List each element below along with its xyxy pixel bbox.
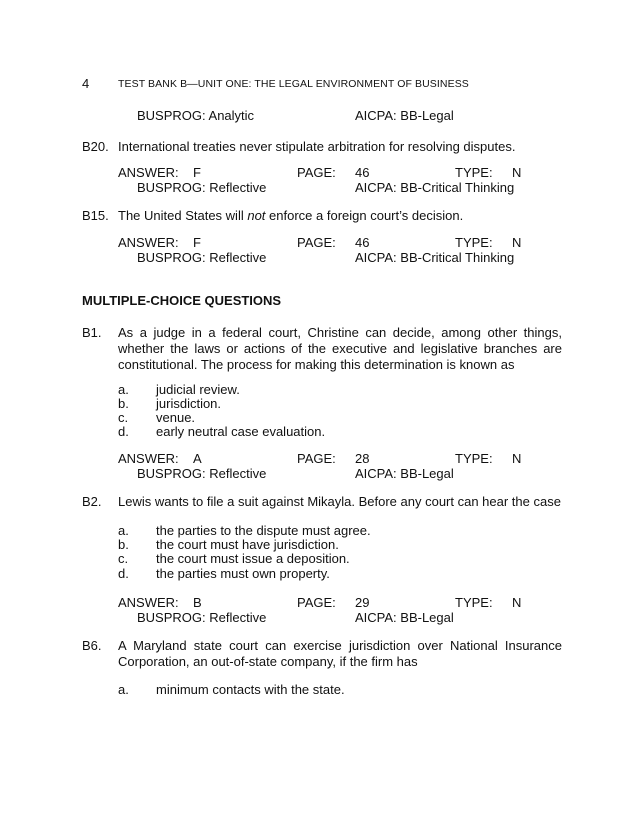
question-text-part: The United States will [118,208,248,223]
option-text: the parties to the dispute must agree. [156,523,371,538]
answer-label: ANSWER: [118,165,179,180]
page-value: 28 [355,451,370,466]
page-label: PAGE: [297,235,336,250]
page-value: 46 [355,165,370,180]
option-letter: c. [118,410,129,425]
type-label: TYPE: [455,165,493,180]
question-text: A Maryland state court can exercise jurisdiction over National Insurance Corporation, an out-of-state company, if the firm has [118,638,562,669]
question-text-part: enforce a foreign court’s decision. [265,208,464,223]
answer-value: B [193,595,202,610]
option-letter: b. [118,396,129,411]
type-label: TYPE: [455,451,493,466]
section-title: MULTIPLE-CHOICE QUESTIONS [82,293,282,308]
question-text-emphasis: not [247,208,266,223]
option-text: judicial review. [156,382,240,397]
question-text: International treaties never stipulate arbitration for resolving disputes. [118,139,516,154]
option-text: minimum contacts with the state. [156,682,345,697]
type-label: TYPE: [455,595,493,610]
question-text: Lewis wants to file a suit against Mikayla. Before any court can hear the case [118,494,561,509]
page-number: 4 [82,76,90,91]
aicpa-label: AICPA: BB-Legal [355,108,454,123]
page-label: PAGE: [297,451,336,466]
aicpa-label: AICPA: BB-Legal [355,466,454,481]
option-letter: d. [118,566,129,581]
busprog-label: BUSPROG: Reflective [137,466,267,481]
question-number: B15. [82,208,109,223]
option-letter: c. [118,551,129,566]
busprog-label: BUSPROG: Reflective [137,250,267,265]
option-letter: a. [118,682,129,697]
option-text: early neutral case evaluation. [156,424,326,439]
question-number: B20. [82,139,109,154]
page-value: 46 [355,235,370,250]
type-value: N [512,235,522,250]
option-text: the court must issue a deposition. [156,551,350,566]
page-label: PAGE: [297,595,336,610]
question-text [118,208,463,223]
aicpa-label: AICPA: BB-Legal [355,610,454,625]
question-number: B1. [82,325,102,340]
busprog-label: BUSPROG: Reflective [137,180,267,195]
answer-value: A [193,451,202,466]
question-number: B6. [82,638,102,653]
page-value: 29 [355,595,370,610]
answer-label: ANSWER: [118,451,179,466]
type-label: TYPE: [455,235,493,250]
answer-label: ANSWER: [118,595,179,610]
answer-value: F [193,235,201,250]
option-text: the parties must own property. [156,566,330,581]
type-value: N [512,451,522,466]
question-number: B2. [82,494,102,509]
busprog-label: BUSPROG: Reflective [137,610,267,625]
answer-value: F [193,165,201,180]
option-letter: a. [118,523,129,538]
aicpa-label: AICPA: BB-Critical Thinking [355,250,515,265]
option-letter: a. [118,382,129,397]
option-text: jurisdiction. [156,396,222,411]
type-value: N [512,595,522,610]
type-value: N [512,165,522,180]
option-text: venue. [156,410,196,425]
option-letter: d. [118,424,129,439]
option-letter: b. [118,537,129,552]
option-text: the court must have jurisdiction. [156,537,339,552]
answer-label: ANSWER: [118,235,179,250]
question-text: As a judge in a federal court, Christine can decide, among other things, whether the laws or actions of the executive and legislative branches are constitutional. The process for making this determination is known as [118,325,562,372]
running-header-title: TEST BANK B—UNIT ONE: THE LEGAL ENVIRONMENT OF BUSINESS [118,78,469,90]
aicpa-label: AICPA: BB-Critical Thinking [355,180,515,195]
busprog-label: BUSPROG: Analytic [137,108,255,123]
page-label: PAGE: [297,165,336,180]
